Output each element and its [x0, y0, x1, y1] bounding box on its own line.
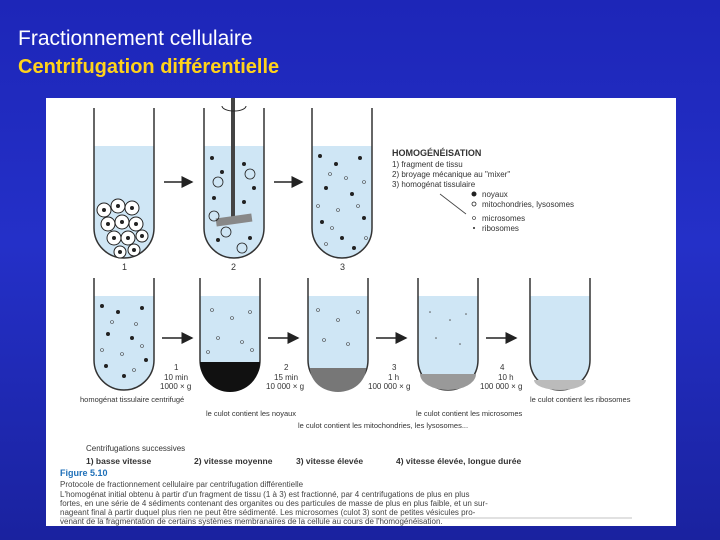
speed-1: 1) basse vitesse — [86, 456, 152, 466]
fraction-label-ribosomes: le culot contient les ribosomes — [530, 395, 631, 404]
speed-3: 3) vitesse élevée — [296, 456, 364, 466]
tube-1-fragment — [94, 108, 154, 258]
pellet-noyaux — [200, 362, 260, 392]
step-2-force: 10 000 × g — [266, 382, 305, 391]
legend-item-microsomes: microsomes — [482, 214, 526, 223]
legend-microsome-icon — [473, 217, 476, 220]
tube-row2-4 — [418, 278, 478, 390]
caption-line-1: L'homogénat initial obtenu à partir d'un fragment de tissu (1 à 3) est fractionné, par 4 centrifugations de plus en plus — [60, 490, 470, 499]
fraction-label-noyaux: le culot contient les noyaux — [206, 409, 297, 418]
homogenisation-heading: HOMOGÉNÉISATION — [392, 148, 482, 158]
homogenisation-step-3: 3) homogénat tissulaire — [392, 180, 476, 189]
pellet-ribosomes — [534, 380, 586, 390]
step-1-force: 1000 × g — [160, 382, 192, 391]
step-3-force: 100 000 × g — [368, 382, 411, 391]
step-1-number: 1 — [174, 363, 179, 372]
mixer-shaft — [231, 98, 235, 220]
speed-2: 2) vitesse moyenne — [194, 456, 273, 466]
legend-item-ribosomes: ribosomes — [482, 224, 519, 233]
tube-number-2: 2 — [231, 262, 237, 272]
homogenisation-step-1: 1) fragment de tissu — [392, 160, 463, 169]
fraction-label-homogenate: homogénat tissulaire centrifugé — [80, 395, 185, 404]
step-4-number: 4 — [500, 363, 505, 372]
tube-row2-3 — [308, 278, 368, 392]
step-3-time: 1 h — [388, 373, 400, 382]
figure-panel — [46, 98, 676, 526]
homogenisation-step-2: 2) broyage mécanique au "mixer" — [392, 170, 511, 179]
tube-row2-2 — [200, 278, 260, 392]
caption-title: Protocole de fractionnement cellulaire par centrifugation différentielle — [60, 480, 304, 489]
fraction-label-microsomes: le culot contient les microsomes — [416, 409, 523, 418]
pellet-mitochondries — [310, 368, 366, 392]
legend-mitochondria-icon — [472, 202, 476, 206]
tube-3-homogenate — [312, 108, 372, 258]
caption-line-2: fortes, en une série de 4 sédiments contenant des organites ou des particules de masse de plus en plus faible, et un sur- — [60, 499, 488, 508]
caption-line-3: nageant final à partir duquel plus rien ne peut être sédimenté. Les microsomes (culot 3) sont de petites vésicules pro- — [60, 508, 476, 517]
step-4-time: 10 h — [498, 373, 514, 382]
fraction-label-mitochondries: le culot contient les mitochondries, les lysosomes... — [298, 421, 469, 430]
figure-label: Figure 5.10 — [60, 468, 108, 478]
legend-pointer — [440, 194, 466, 214]
tube-row2-5 — [530, 278, 590, 390]
figure-diagram — [46, 98, 676, 526]
tube-row2-1 — [94, 278, 154, 390]
step-3-number: 3 — [392, 363, 397, 372]
slide-title: Fractionnement cellulaire — [18, 27, 253, 50]
step-4-force: 100 000 × g — [480, 382, 523, 391]
step-2-time: 15 min — [274, 373, 299, 382]
step-2-number: 2 — [284, 363, 289, 372]
tube-number-1: 1 — [122, 262, 128, 272]
tube-2-mixer — [204, 98, 264, 258]
caption-line-4: venant de la fragmentation de certains systèmes membranaires de la cellule au cours de l'homogénéisation. — [60, 517, 443, 526]
legend-ribosome-icon — [473, 227, 475, 229]
step-1-time: 10 min — [164, 373, 189, 382]
legend-nucleus-icon — [472, 192, 477, 197]
successive-heading: Centrifugations successives — [86, 444, 186, 453]
speed-4: 4) vitesse élevée, longue durée — [396, 456, 522, 466]
legend-item-noyaux: noyaux — [482, 190, 508, 199]
pellet-microsomes — [420, 374, 476, 390]
slide-subtitle: Centrifugation différentielle — [18, 56, 280, 78]
tube-number-3: 3 — [340, 262, 346, 272]
legend-item-mitochondries: mitochondries, lysosomes — [482, 200, 575, 209]
